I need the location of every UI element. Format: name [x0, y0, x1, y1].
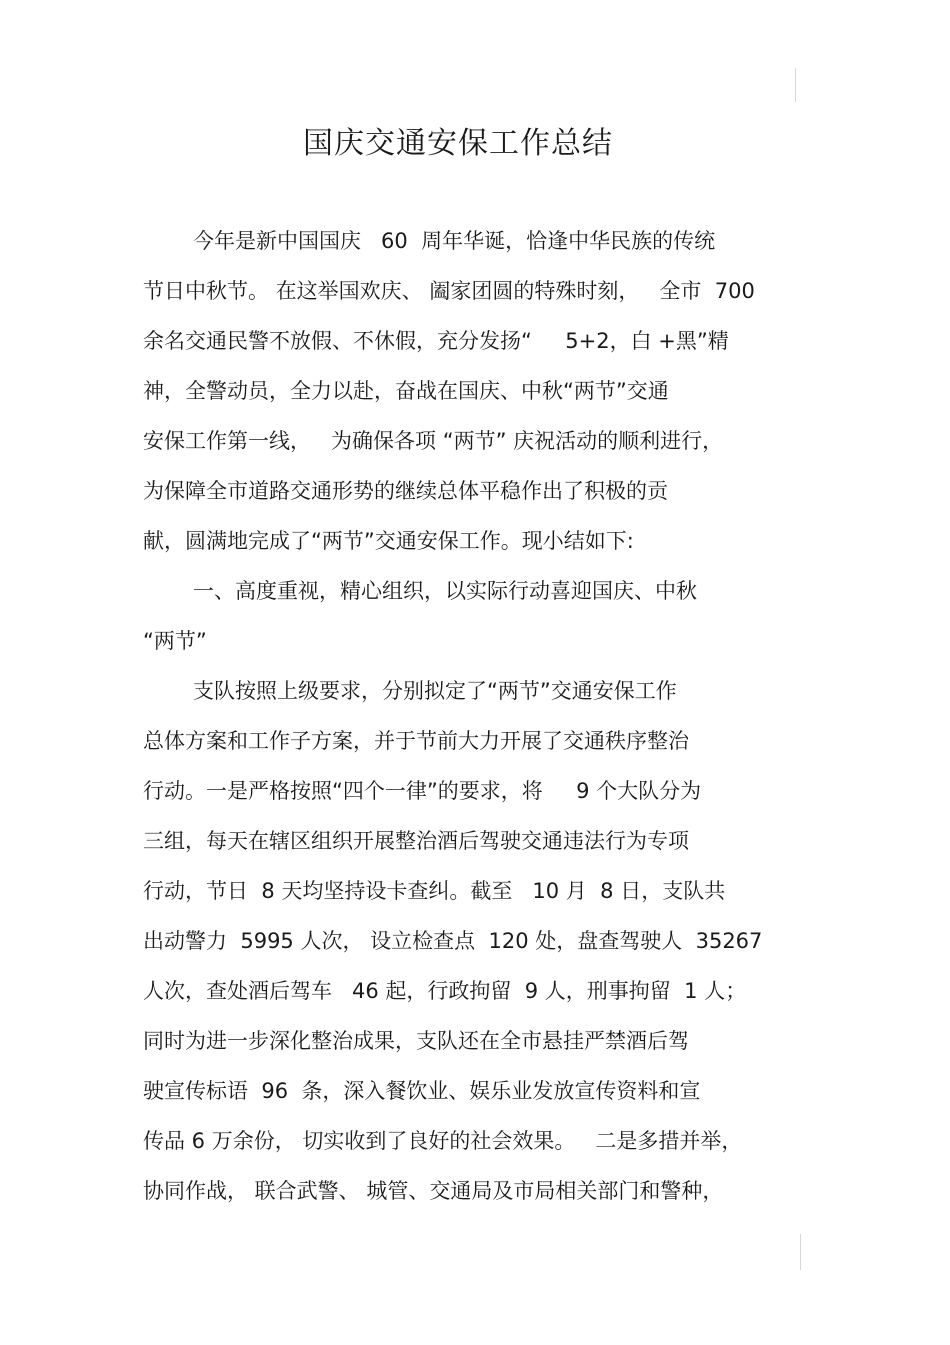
body-line: 同时为进一步深化整治成果，支队还在全市悬挂严禁酒后驾	[143, 1029, 689, 1053]
crop-mark-bottom-right	[800, 1234, 801, 1270]
body-line: 协同作战， 联合武警、 城管、交通局及市局相关部门和警种，	[143, 1179, 724, 1203]
body-line: 节日中秋节。 在这举国欢庆、 阖家团圆的特殊时刻， 全市 700	[143, 279, 755, 303]
crop-mark-top-right	[795, 68, 796, 102]
body-line: 人次，查处酒后驾车 46 起，行政拘留 9 人，刑事拘留 1 人；	[143, 979, 747, 1003]
document-title: 国庆交通安保工作总结	[303, 126, 613, 161]
body-line: 神，全警动员，全力以赴，奋战在国庆、中秋“两节”交通	[143, 379, 669, 403]
body-line: 三组，每天在辖区组织开展整治酒后驾驶交通违法行为专项	[143, 829, 689, 853]
body-line: “两节”	[143, 629, 207, 653]
body-line: 支队按照上级要求，分别拟定了“两节”交通安保工作	[193, 679, 677, 703]
body-line: 今年是新中国国庆 60 周年华诞，恰逢中华民族的传统	[193, 229, 716, 253]
body-line: 为保障全市道路交通形势的继续总体平稳作出了积极的贡	[143, 479, 668, 503]
body-line: 一、高度重视，精心组织，以实际行动喜迎国庆、中秋	[193, 579, 697, 603]
body-line: 余名交通民警不放假、不休假，充分发扬“ 5+2，白 +黑”精	[143, 329, 729, 353]
body-line: 行动。一是严格按照“四个一律”的要求，将 9 个大队分为	[143, 779, 702, 803]
body-line: 传品 6 万余份， 切实收到了良好的社会效果。 二是多措并举，	[143, 1129, 743, 1153]
body-line: 献，圆满地完成了“两节”交通安保工作。现小结如下:	[143, 529, 634, 553]
body-line: 安保工作第一线， 为确保各项 “两节” 庆祝活动的顺利进行，	[143, 429, 724, 453]
body-line: 总体方案和工作子方案，并于节前大力开展了交通秩序整治	[143, 729, 689, 753]
document-body	[143, 221, 823, 1221]
body-line: 出动警力 5995 人次， 设立检查点 120 处，盘查驾驶人 35267	[143, 929, 763, 953]
body-line: 行动，节日 8 天均坚持设卡查纠。截至 10 月 8 日，支队共	[143, 879, 726, 903]
body-line: 驶宣传标语 96 条，深入餐饮业、娱乐业发放宣传资料和宣	[143, 1079, 701, 1103]
